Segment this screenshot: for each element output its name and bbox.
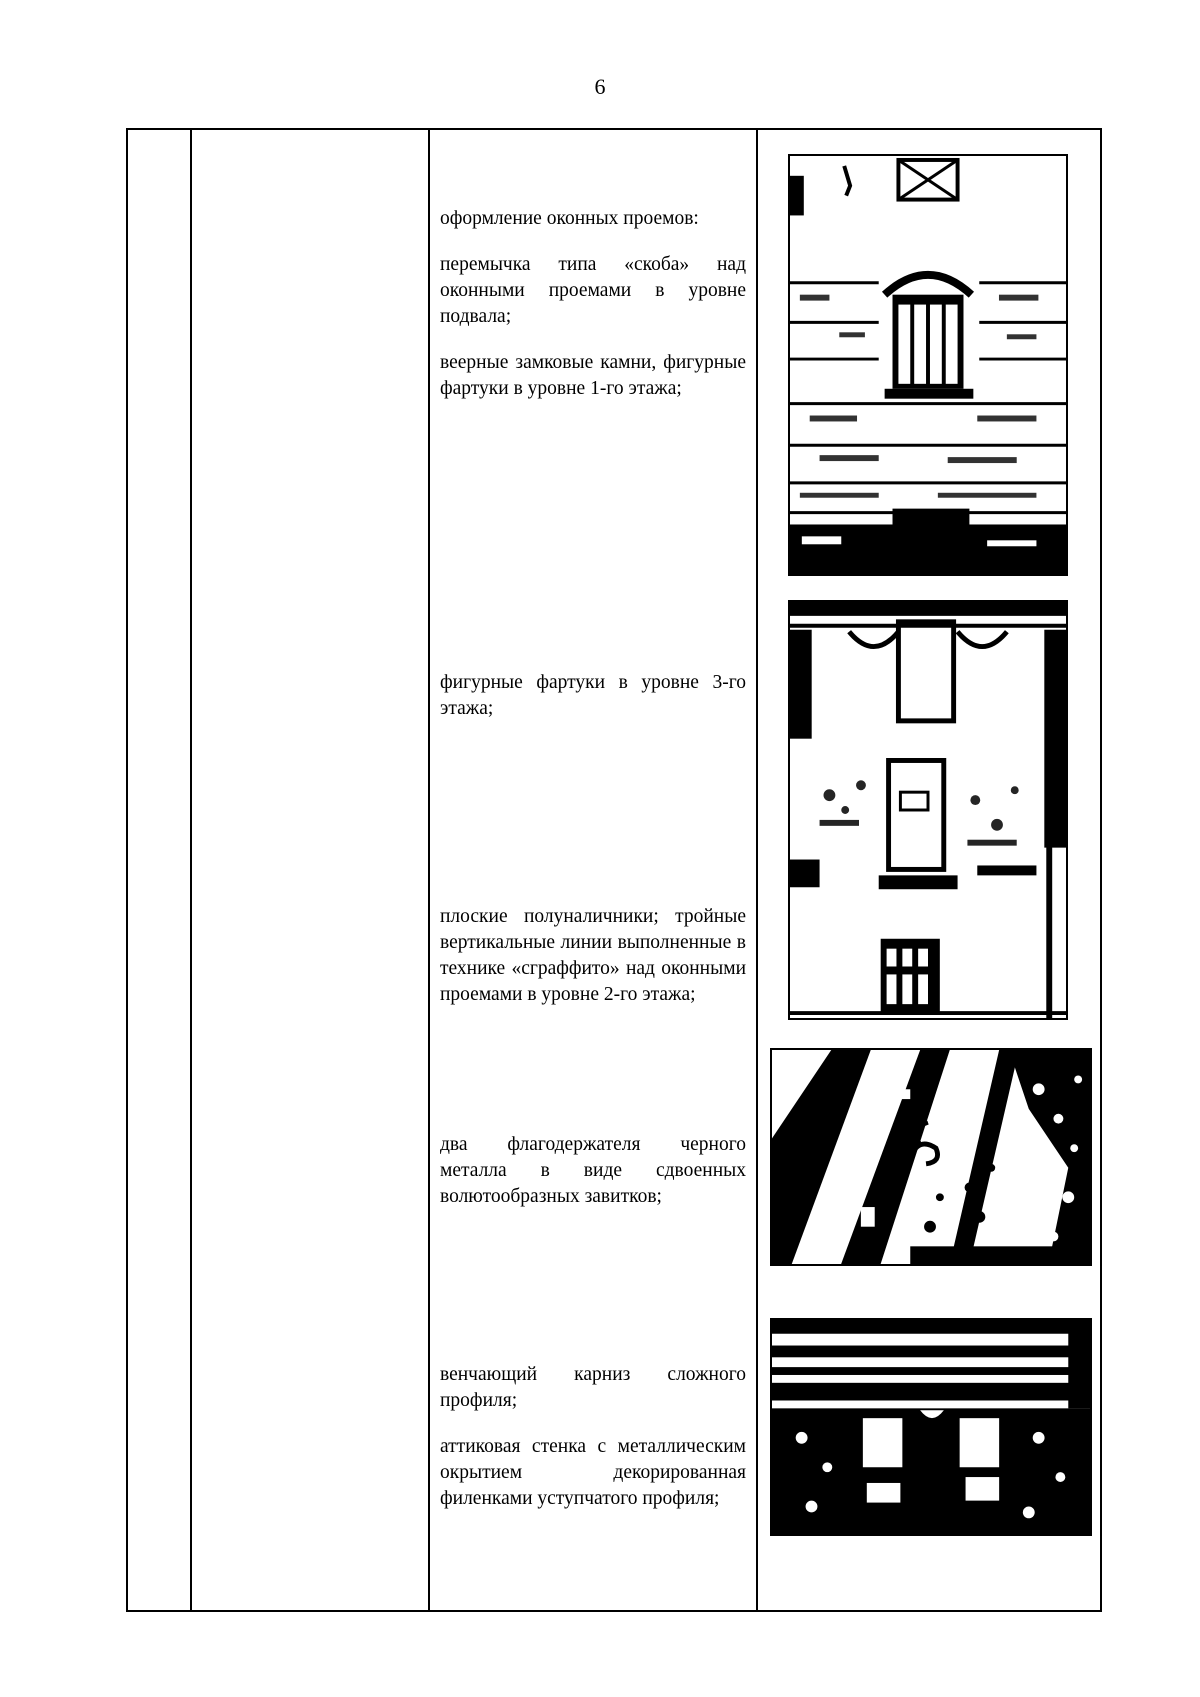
column-divider <box>190 128 192 1612</box>
paragraph: плоские полуналичники; тройные вертикальные линии выполненные в технике «сграффито» над оконными проемами в уровне 2-го этажа; <box>440 906 746 1005</box>
description-block-2 <box>440 670 746 742</box>
paragraph: два флагодержателя черного металла в виде сдвоенных волютообразных завитков; <box>440 1134 746 1207</box>
column-divider <box>756 128 758 1612</box>
paragraph: фигурные фартуки в уровне 3-го этажа; <box>440 672 746 719</box>
paragraph: аттиковая стенка с металлическим окрытием декорированная филенками уступчатого профиля; <box>440 1436 746 1509</box>
facade-photo-flag-holders <box>770 1048 1092 1266</box>
description-block-5 <box>440 1362 746 1532</box>
paragraph: веерные замковые камни, фигурные фартуки в уровне 1-го этажа; <box>440 352 746 399</box>
paragraph: оформление оконных проемов: <box>440 208 699 229</box>
facade-photo-cornice-attic <box>770 1318 1092 1536</box>
facade-photo-window-arch <box>788 154 1068 576</box>
paragraph: венчающий карниз сложного профиля; <box>440 1364 746 1411</box>
facade-photo-aprons <box>788 600 1068 1020</box>
description-block-3 <box>440 904 746 1028</box>
paragraph: перемычка типа «скоба» над оконными проемами в уровне подвала; <box>440 254 746 327</box>
page-number: 6 <box>594 74 606 99</box>
column-divider <box>428 128 430 1612</box>
description-block-1 <box>440 206 746 422</box>
description-block-4 <box>440 1132 746 1230</box>
